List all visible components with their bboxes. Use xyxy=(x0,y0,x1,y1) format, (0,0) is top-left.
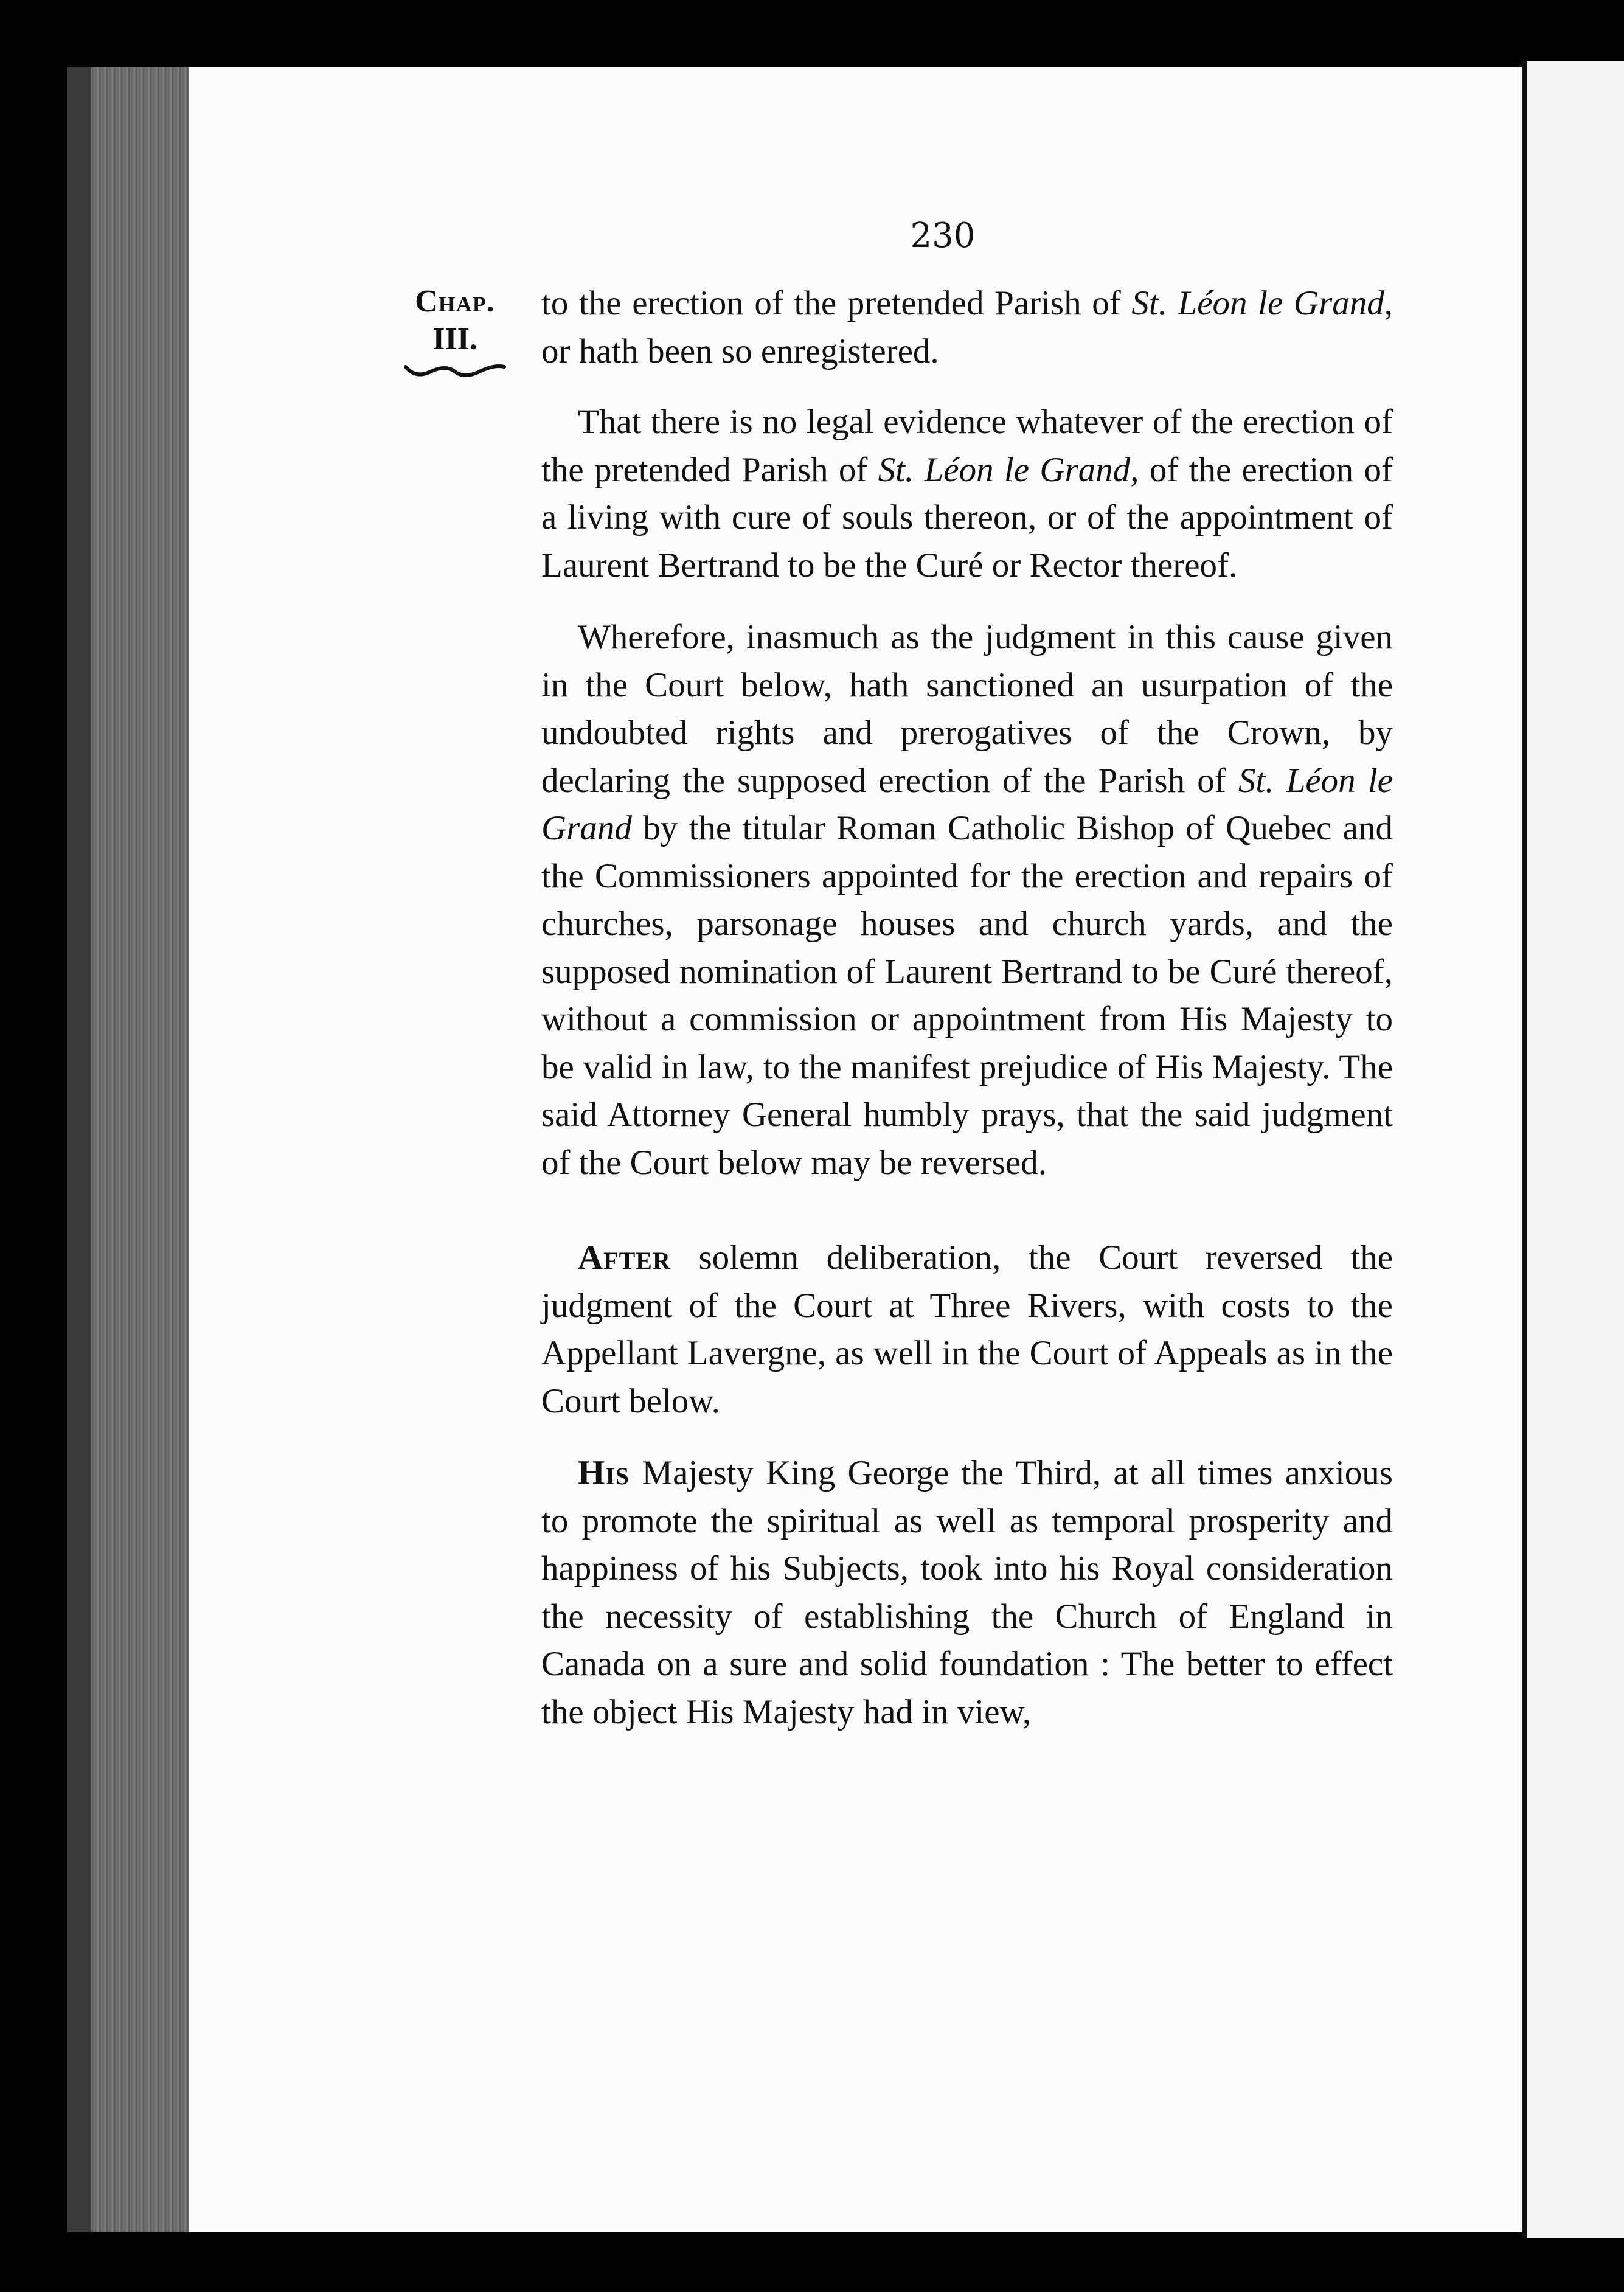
paragraph-2 xyxy=(541,398,1393,589)
paragraph-5-text: Majesty King George the Third, at all times anxious to promote the spiritual as well as temporal prosperity and happiness of his Subjects, took into his Royal consideration the necessity of establishing the Church of England in Canada on a sure and solid foundation : The better to effect the object His Majesty had in view, xyxy=(541,1454,1393,1731)
page-number: 230 xyxy=(910,216,976,255)
book-edge-shadow xyxy=(67,67,91,2232)
parish-name: St. Léon le Grand xyxy=(1131,284,1384,322)
paragraph-1-text-c: , or hath been so enregistered. xyxy=(541,284,1393,370)
margin-note-chapter-label: Chap. xyxy=(415,284,495,319)
margin-note-chapter-number: III. xyxy=(432,322,477,356)
paragraph-3-text-a: Wherefore, inasmuch as the judgment in this cause given in the Court below, hath sanctioned an usurpation of the undoubted rights and prerogatives of the Crown, by declaring the supposed erection of the Parish of xyxy=(541,618,1393,800)
paragraph-3-text-c: by the titular Roman Catholic Bishop of Quebec and the Commissioners appointed for the erection and repairs of churches, parsonage houses and church yards, and the supposed nomination of Laurent Bertrand to be Curé thereof, without a commission or appointment from His Majesty to be valid in law, to the manifest prejudice of His Majesty. The said Attorney General humbly prays, that the said judgment of the Court below may be reversed. xyxy=(541,809,1393,1182)
paragraph-5 xyxy=(541,1450,1393,1736)
paragraph-3 xyxy=(541,614,1393,1187)
paragraph-2-text-a: That there is no legal evidence whatever of the erection of the pretended Parish of xyxy=(541,403,1393,489)
paragraph-1-text-a: to the erection of the pretended Parish of xyxy=(541,284,1132,322)
paragraph-2-text-c: , of the erection of a living with cure of souls thereon, or of the appointment of Laurent Bertrand to be the Curé or Rector thereof. xyxy=(541,450,1393,585)
body-text xyxy=(541,280,1393,1736)
paragraph-4-lead-word: After xyxy=(578,1238,671,1277)
bracket-swash-ornament xyxy=(403,361,507,381)
paragraph-4-text: solemn deliberation, the Court reversed the judgment of the Court at Three Rivers, with costs to the Appellant Lavergne, as well in the Court of Appeals as in the Court below. xyxy=(541,1238,1393,1420)
parish-name: St. Léon le Grand xyxy=(541,761,1393,847)
parish-name: St. Léon le Grand xyxy=(878,450,1131,489)
paragraph-4 xyxy=(541,1234,1393,1425)
chapter-margin-note xyxy=(394,283,516,381)
paragraph-1 xyxy=(541,280,1393,375)
paragraph-5-lead-word: His xyxy=(578,1454,630,1492)
adjacent-page-edge xyxy=(1527,61,1624,2238)
